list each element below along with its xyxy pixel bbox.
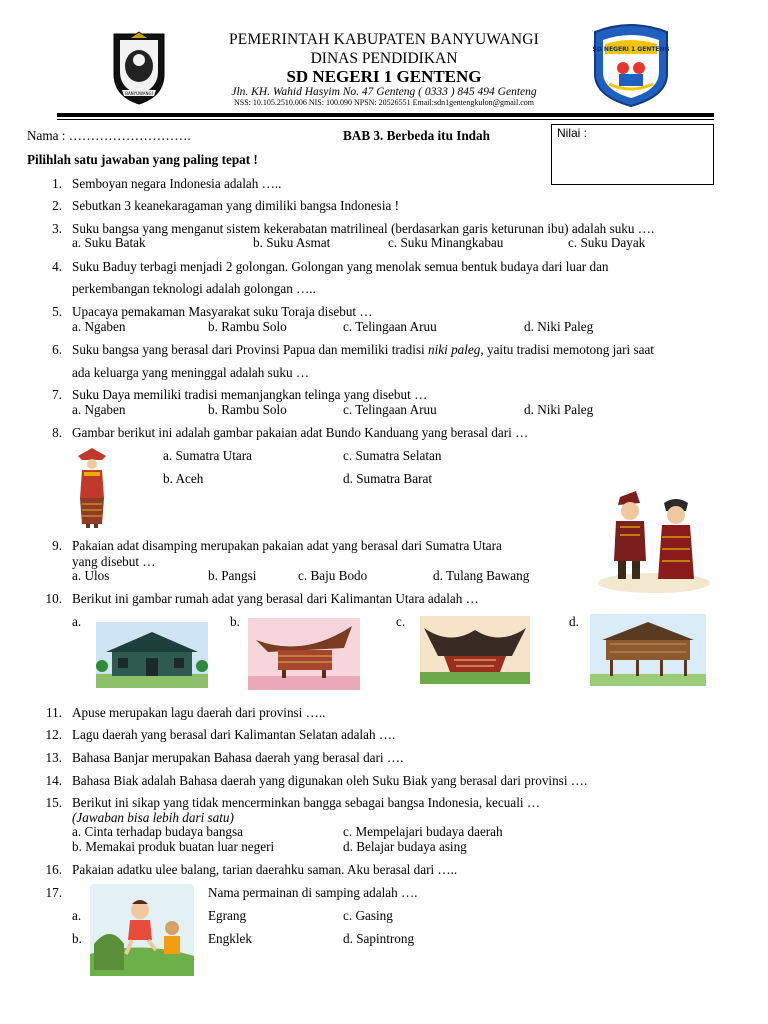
answer-option[interactable]: b. Pangsi <box>208 568 257 583</box>
answer-option[interactable]: a. Ngaben <box>72 319 126 334</box>
answer-option[interactable]: d. Sapintrong <box>343 931 415 946</box>
answer-option[interactable]: b. Suku Asmat <box>253 235 331 250</box>
question-number: 6. <box>52 342 62 357</box>
question-text: Semboyan negara Indonesia adalah ….. <box>72 176 282 191</box>
answer-option-label[interactable]: a. <box>72 908 82 923</box>
answer-option[interactable]: b. Rambu Solo <box>208 319 287 334</box>
answer-option[interactable]: c. Mempelajari budaya daerah <box>343 824 503 839</box>
answer-option[interactable]: b. Aceh <box>163 471 204 486</box>
house-option-c-image[interactable] <box>420 616 530 684</box>
instruction: Pilihlah satu jawaban yang paling tepat ! <box>27 152 258 167</box>
question-text: Bahasa Biak adalah Bahasa daerah yang digunakan oleh Suku Biak yang berasal dari provinsi …. <box>72 773 588 788</box>
answer-option[interactable]: d. Niki Paleg <box>524 402 594 417</box>
question-text: Suku bangsa yang menganut sistem kekerabatan matrilineal (berdasarkan garis keturunan ibu) adalah suku …. <box>72 221 655 236</box>
answer-option[interactable]: a. Sumatra Utara <box>163 448 252 463</box>
question-number: 16. <box>45 862 62 877</box>
answer-option[interactable]: c. Sumatra Selatan <box>343 448 442 463</box>
name-field[interactable]: Nama : ………………………. <box>27 128 191 143</box>
question-number: 5. <box>52 304 62 319</box>
question-number: 11. <box>46 705 62 720</box>
logo-left-text: BANYUWANGI <box>125 91 153 96</box>
ulos-costume-image <box>592 487 716 597</box>
question-number: 17. <box>45 885 62 900</box>
header-divider-thick <box>57 113 714 117</box>
header-school-name: SD NEGERI 1 GENTENG <box>286 67 482 86</box>
answer-option[interactable]: c. Baju Bodo <box>298 568 368 583</box>
question-text: Berikut ini sikap yang tidak mencerminkan bangga sebagai bangsa Indonesia, kecuali … <box>72 795 541 810</box>
question-text: Pakaian adat disamping merupakan pakaian adat yang berasal dari Sumatra Utara <box>72 538 502 553</box>
question-text: Berikut ini gambar rumah adat yang berasal dari Kalimantan Utara adalah … <box>72 591 479 606</box>
question-number: 3. <box>52 221 62 236</box>
answer-option[interactable]: d. Tulang Bawang <box>433 568 530 583</box>
answer-option[interactable]: d. Sumatra Barat <box>343 471 432 486</box>
question-text: Upacaya pemakaman Masyarakat suku Toraja disebut … <box>72 304 373 319</box>
answer-option[interactable]: a. Suku Batak <box>72 235 146 250</box>
house-option-b-image[interactable] <box>248 618 360 690</box>
question-number: 14. <box>45 773 62 788</box>
chapter-title: BAB 3. Berbeda itu Indah <box>343 128 490 143</box>
question-number: 13. <box>45 750 62 765</box>
question-text: Sebutkan 3 keanekaragaman yang dimiliki bangsa Indonesia ! <box>72 198 400 213</box>
score-label: Nilai : <box>557 126 588 140</box>
answer-option-label[interactable]: d. <box>569 614 579 629</box>
header-ids: NSS: 10.105.2510.006 NIS: 100.090 NPSN: 20526551 Email:sdn1gentengkulon@gmail.com <box>233 98 535 107</box>
answer-option[interactable]: a. Ulos <box>72 568 110 583</box>
question-text: perkembangan teknologi adalah golongan ….. <box>72 281 316 296</box>
question-text: Suku Daya memiliki tradisi memanjangkan telinga yang disebut … <box>72 387 428 402</box>
answer-option[interactable]: d. Niki Paleg <box>524 319 594 334</box>
question-text: Gambar berikut ini adalah gambar pakaian adat Bundo Kanduang yang berasal dari … <box>72 425 529 440</box>
answer-option[interactable]: c. Telingaan Aruu <box>343 402 437 417</box>
question-number: 1. <box>52 176 62 191</box>
question-note: (Jawaban bisa lebih dari satu) <box>72 810 234 825</box>
answer-option-label[interactable]: b. <box>230 614 240 629</box>
house-option-d-image[interactable] <box>590 614 706 686</box>
question-text: ada keluarga yang meninggal adalah suku … <box>72 365 310 380</box>
header-department: DINAS PENDIDIKAN <box>310 50 458 67</box>
question-text: Nama permainan di samping adalah …. <box>208 885 418 900</box>
question-text: Apuse merupakan lagu daerah dari provinsi ….. <box>72 705 326 720</box>
question-number: 2. <box>52 198 62 213</box>
answer-option-label[interactable]: a. <box>72 614 82 629</box>
question-text: Suku Baduy terbagi menjadi 2 golongan. Golongan yang menolak semua bentuk budaya dari luar dan <box>72 259 609 274</box>
question-text: yang disebut … <box>72 554 156 569</box>
answer-option[interactable]: a. Cinta terhadap budaya bangsa <box>72 824 244 839</box>
answer-option[interactable]: a. Ngaben <box>72 402 126 417</box>
answer-option[interactable]: Engklek <box>208 931 252 946</box>
answer-option-label[interactable]: c. <box>396 614 406 629</box>
question-number: 9. <box>52 538 62 553</box>
question-text: Lagu daerah yang berasal dari Kalimantan Selatan adalah …. <box>72 727 396 742</box>
header-divider-thin <box>57 119 714 120</box>
traditional-game-image <box>90 884 194 976</box>
question-number: 12. <box>45 727 62 742</box>
house-option-a-image[interactable] <box>96 622 208 688</box>
answer-option[interactable]: c. Suku Dayak <box>568 235 646 250</box>
bundo-kanduang-costume-image <box>74 446 110 530</box>
question-text-italic: niki paleg <box>428 342 481 357</box>
question-number: 15. <box>45 795 62 810</box>
answer-option-label[interactable]: b. <box>72 931 82 946</box>
question-text: Bahasa Banjar merupakan Bahasa daerah yang berasal dari …. <box>72 750 404 765</box>
question-number: 10. <box>45 591 62 606</box>
question-number: 7. <box>52 387 62 402</box>
question-text: Pakaian adatku ulee balang, tarian daerahku saman. Aku berasal dari ….. <box>72 862 458 877</box>
logo-right-text: SD NEGERI 1 GENTENG <box>592 46 670 53</box>
answer-option[interactable]: b. Memakai produk buatan luar negeri <box>72 839 275 854</box>
answer-option[interactable]: b. Rambu Solo <box>208 402 287 417</box>
answer-option[interactable]: Egrang <box>208 908 247 923</box>
question-text-part: , yaitu tradisi memotong jari saat <box>480 342 654 357</box>
question-number: 8. <box>52 425 62 440</box>
header-address: Jln. KH. Wahid Hasyim No. 47 Genteng ( 0333 ) 845 494 Genteng <box>231 86 537 98</box>
question-text-part: Suku bangsa yang berasal dari Provinsi Papua dan memiliki tradisi <box>72 342 428 357</box>
question-number: 4. <box>52 259 62 274</box>
answer-option[interactable]: c. Telingaan Aruu <box>343 319 437 334</box>
header-government: PEMERINTAH KABUPATEN BANYUWANGI <box>228 31 540 48</box>
answer-option[interactable]: d. Belajar budaya asing <box>343 839 467 854</box>
answer-option[interactable]: c. Gasing <box>343 908 393 923</box>
question-text <box>72 342 654 358</box>
answer-option[interactable]: c. Suku Minangkabau <box>388 235 504 250</box>
